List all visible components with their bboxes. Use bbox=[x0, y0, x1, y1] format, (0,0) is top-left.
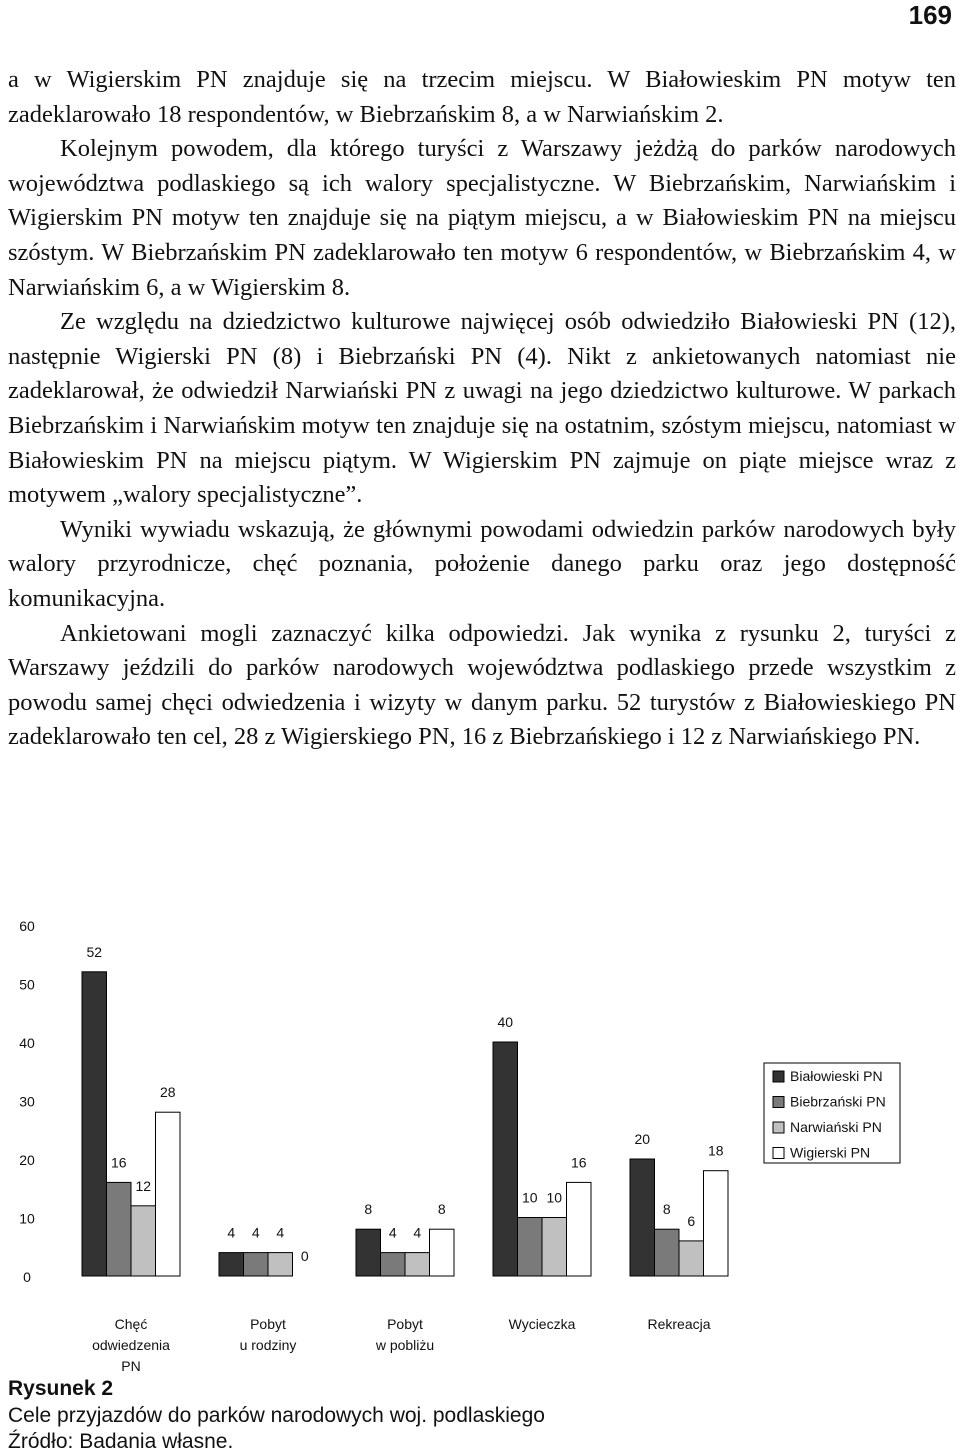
bar bbox=[244, 1253, 269, 1276]
y-tick-label: 40 bbox=[19, 1035, 35, 1051]
x-tick-label: odwiedzenia bbox=[92, 1337, 170, 1353]
y-tick-label: 20 bbox=[19, 1152, 35, 1168]
bar bbox=[381, 1253, 406, 1276]
y-tick-label: 0 bbox=[23, 1269, 31, 1285]
bar bbox=[405, 1253, 430, 1276]
data-label: 20 bbox=[634, 1131, 651, 1147]
figure-label: Rysunek 2 bbox=[8, 1377, 114, 1400]
legend-label: Biebrzański PN bbox=[790, 1093, 886, 1110]
data-label: 8 bbox=[662, 1201, 671, 1218]
bar bbox=[430, 1229, 455, 1276]
bar bbox=[156, 1112, 181, 1276]
data-label: 40 bbox=[497, 1014, 514, 1030]
bar-chart bbox=[0, 905, 960, 1375]
y-tick-label: 60 bbox=[19, 918, 35, 934]
legend-swatch bbox=[773, 1071, 784, 1082]
x-tick-label: PN bbox=[121, 1358, 141, 1374]
data-label: 10 bbox=[546, 1189, 563, 1206]
bar bbox=[107, 1182, 132, 1276]
legend-label: Wigierski PN bbox=[790, 1144, 871, 1161]
x-tick-label: Wycieczka bbox=[508, 1316, 576, 1332]
data-label: 8 bbox=[364, 1201, 373, 1218]
legend-swatch bbox=[773, 1122, 784, 1133]
data-label: 6 bbox=[687, 1212, 696, 1229]
page-number: 169 bbox=[908, 0, 952, 30]
bar bbox=[518, 1218, 543, 1277]
data-label: 10 bbox=[521, 1189, 538, 1206]
y-tick-label: 50 bbox=[19, 976, 35, 993]
bar bbox=[268, 1253, 293, 1276]
x-tick-label: Pobyt bbox=[387, 1316, 423, 1332]
data-label: 12 bbox=[135, 1177, 152, 1194]
data-label: 8 bbox=[437, 1201, 446, 1218]
body-text bbox=[8, 63, 956, 755]
paragraph-1: a w Wigierskim PN znajduje się na trzecim miejscu. W Białowieskim PN motyw ten zadeklarowało 18 respondentów, w Biebrzańskim 8, a w Narwiańskim 2. bbox=[8, 66, 956, 128]
figure-source: Źródło: Badania własne. bbox=[8, 1430, 234, 1453]
bar bbox=[131, 1206, 156, 1276]
bar bbox=[567, 1182, 592, 1276]
bar bbox=[493, 1042, 518, 1276]
data-label: 18 bbox=[707, 1142, 724, 1159]
x-tick-label: Pobyt bbox=[250, 1316, 286, 1332]
bar bbox=[704, 1171, 729, 1276]
data-label: 4 bbox=[227, 1224, 236, 1241]
data-label: 4 bbox=[251, 1224, 260, 1241]
bar bbox=[219, 1253, 244, 1276]
data-label: 4 bbox=[276, 1224, 285, 1241]
paragraph-5: Ankietowani mogli zaznaczyć kilka odpowiedzi. Jak wynika z rysunku 2, turyści z Warszawy jeździli do parków narodowych województwa podlaskiego przede wszystkim z powodu samej chęci odwiedzenia i wizyty w danym parku. 52 turystów z Białowieskiego PN zadeklarowało ten cel, 28 z Wigierskiego PN, 16 z Biebrzańskiego i 12 z Narwiańskiego PN. bbox=[8, 619, 956, 751]
bar bbox=[356, 1229, 381, 1276]
x-tick-label: Chęć bbox=[114, 1316, 148, 1332]
legend-label: Białowieski PN bbox=[790, 1068, 883, 1084]
y-tick-label: 10 bbox=[19, 1210, 35, 1227]
data-label: 52 bbox=[86, 943, 103, 960]
figure-title: Cele przyjazdów do parków narodowych woj. podlaskiego bbox=[8, 1403, 545, 1427]
figure-caption bbox=[8, 1376, 545, 1456]
legend-swatch bbox=[773, 1097, 784, 1108]
bar bbox=[630, 1159, 655, 1276]
x-tick-label: Rekreacja bbox=[647, 1316, 711, 1332]
bar bbox=[82, 972, 107, 1276]
x-tick-label: u rodziny bbox=[239, 1337, 297, 1353]
data-label: 4 bbox=[413, 1224, 422, 1241]
y-tick-label: 30 bbox=[19, 1093, 35, 1110]
data-label: 4 bbox=[388, 1224, 397, 1241]
data-label: 16 bbox=[570, 1154, 587, 1171]
paragraph-2: Kolejnym powodem, dla którego turyści z Warszawy jeżdżą do parków narodowych województwa podlaskiego są ich walory specjalistyczne. W Biebrzańskim, Narwiańskim i Wigierskim PN motyw ten znajduje się na piątym miejscu, a w Białowieskim PN na miejscu szóstym. W Biebrzańskim PN zadeklarowało ten motyw 6 respondentów, w Biebrzańskim 4, w Narwiańskim 6, a w Wigierskim 8. bbox=[8, 135, 956, 301]
data-label: 0 bbox=[300, 1248, 309, 1264]
paragraph-4: Wyniki wywiadu wskazują, że głównymi powodami odwiedzin parków narodowych były walory przyrodnicze, chęć poznania, położenie danego parku oraz jego dostępność komunikacyjna. bbox=[8, 515, 956, 612]
data-label: 28 bbox=[159, 1084, 176, 1101]
bar bbox=[542, 1218, 567, 1277]
bar bbox=[655, 1229, 680, 1276]
paragraph-3: Ze względu na dziedzictwo kulturowe najwięcej osób odwiedziło Białowieski PN (12), następnie Wigierski PN (8) i Biebrzański PN (4). Nikt z ankietowanych natomiast nie zadeklarował, że odwiedził Narwiański PN z uwagi na jego dziedzictwo kulturowe. W parkach Biebrzańskim i Narwiańskim motyw ten znajduje się na ostatnim, szóstym miejscu, natomiast w Białowieskim PN na miejscu piątym. W Wigierskim PN zajmuje on piąte miejsce wraz z motywem „walory specjalistyczne”. bbox=[8, 308, 956, 509]
bar bbox=[679, 1241, 704, 1276]
legend-label: Narwiański PN bbox=[790, 1119, 882, 1135]
data-label: 16 bbox=[110, 1154, 127, 1171]
legend-swatch bbox=[773, 1148, 784, 1159]
x-tick-label: w pobliżu bbox=[375, 1337, 435, 1353]
